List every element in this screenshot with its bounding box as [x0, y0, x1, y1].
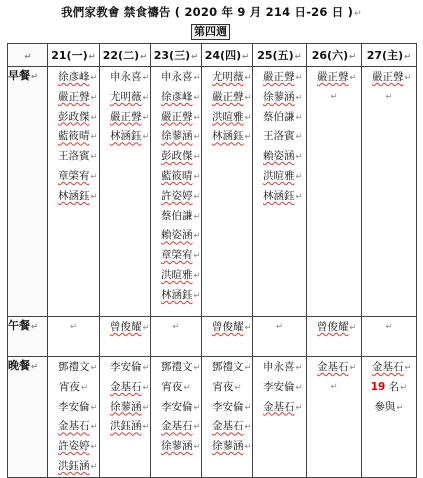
participant-name [202, 68, 252, 88]
paragraph-mark: ↵ [244, 442, 252, 453]
participant-name-text: 賴姿涵 [263, 150, 295, 163]
participant-name-text: 嚴正聲 [372, 71, 404, 83]
paragraph-mark: ↵ [142, 92, 150, 103]
paragraph-mark: ↵ [90, 132, 98, 143]
participant-name [100, 398, 150, 418]
participant-name [151, 398, 201, 418]
paragraph-mark: ↵ [400, 382, 408, 393]
participant-name-text: 金基石 [161, 420, 193, 433]
paragraph-mark: ↵ [90, 92, 98, 103]
schedule-cell [253, 357, 307, 478]
schedule-cell [100, 317, 151, 357]
day-header-label: 23(三) [153, 49, 191, 62]
participant-name-text: 蔡伯謙 [161, 209, 193, 222]
participant-name [100, 378, 150, 398]
participant-name-text: 林涵鈺 [161, 288, 193, 301]
paragraph-mark: ↵ [244, 132, 252, 143]
paragraph-mark: ↵ [295, 152, 303, 163]
participant-name-text: 洪暄雅 [263, 169, 295, 182]
schedule-cell [362, 357, 417, 478]
participant-name-text: 曾俊耀 [110, 321, 142, 333]
participant-name [253, 147, 306, 167]
paragraph-mark: ↵ [330, 381, 338, 392]
participant-name [48, 68, 99, 88]
day-header-label: 24(四) [204, 49, 242, 62]
paragraph-mark: ↵ [140, 52, 148, 62]
paragraph-mark: ↵ [193, 171, 201, 182]
day-header [100, 44, 151, 67]
participant-name-text: 徐蓼涵 [161, 130, 193, 143]
schedule-cell [151, 67, 202, 317]
paragraph-mark: ↵ [90, 363, 98, 373]
participant-name-text: 李安倫 [263, 380, 295, 393]
paragraph-mark: ↵ [31, 322, 39, 332]
participant-name [362, 398, 416, 418]
participant-name-text: 嚴正聲 [110, 110, 142, 123]
paragraph-mark: ↵ [142, 402, 150, 413]
participant-name-text: 彭政傑 [161, 150, 193, 163]
participant-name [151, 167, 201, 187]
participant-name [151, 108, 201, 128]
participant-name [48, 358, 99, 378]
participant-name-text: 鄧禮文 [58, 361, 90, 373]
paragraph-mark: ↵ [193, 152, 201, 163]
schedule-cell [202, 317, 253, 357]
paragraph-mark: ↵ [69, 322, 78, 332]
participant-name-text: 章棨宥 [161, 249, 193, 262]
participant-name [253, 167, 306, 187]
participant-name [151, 226, 201, 246]
participant-name [253, 187, 306, 207]
paragraph-mark: ↵ [244, 422, 252, 433]
participant-name [202, 378, 252, 398]
participant-name [100, 88, 150, 108]
participant-name-text: 藍筱晴 [161, 169, 193, 182]
day-header [307, 44, 362, 67]
week-label: 第四週 [191, 24, 230, 40]
participant-name-text: 章棨宥 [58, 169, 90, 182]
paragraph-mark: ↵ [234, 382, 242, 393]
participant-name [362, 358, 416, 378]
paragraph-mark: ↵ [88, 52, 96, 62]
participant-name [100, 127, 150, 147]
fasting-schedule-table [7, 43, 417, 478]
schedule-cell [362, 67, 417, 317]
paragraph-mark: ↵ [244, 73, 252, 83]
day-header [151, 44, 202, 67]
day-header [362, 44, 417, 67]
participant-name-text: 鄧禮文 [212, 361, 244, 373]
participant-name [202, 318, 252, 338]
participant-name [202, 88, 252, 108]
paragraph-mark: ↵ [349, 323, 357, 333]
participant-name-text: 林涵鈺 [263, 189, 295, 202]
participant-name [151, 286, 201, 306]
participant-name [48, 398, 99, 418]
paragraph-mark: ↵ [349, 363, 357, 373]
participant-name-text: 申永喜 [161, 71, 193, 83]
corner-cell [8, 44, 48, 67]
paragraph-mark: ↵ [193, 290, 201, 301]
participant-name-text: 賴姿涵 [161, 229, 193, 242]
paragraph-mark: ↵ [349, 73, 357, 83]
paragraph-mark: ↵ [193, 270, 201, 281]
paragraph-mark: ↵ [404, 52, 412, 62]
participant-name-text: 尤明薇 [212, 71, 244, 83]
meal-label-text: 午餐 [8, 319, 30, 332]
paragraph-mark: ↵ [295, 171, 303, 182]
paragraph-mark: ↵ [142, 323, 150, 333]
paragraph-mark: ↵ [385, 91, 393, 102]
participant-name-text: 曾俊耀 [317, 321, 349, 333]
participant-name [253, 108, 306, 128]
paragraph-mark: ↵ [244, 323, 252, 333]
meal-label [8, 357, 48, 478]
participant-name [253, 358, 306, 378]
schedule-cell [253, 317, 307, 357]
participant-name [48, 127, 99, 147]
participant-name-text: 徐蓼涵 [161, 440, 193, 453]
participant-name [48, 378, 99, 398]
paragraph-mark: ↵ [90, 73, 98, 83]
document-title [0, 4, 423, 20]
schedule-cell [48, 67, 100, 317]
participant-name-text: 金基石 [263, 400, 295, 413]
participant-name [100, 318, 150, 338]
paragraph-mark: ↵ [31, 72, 39, 82]
participant-name-text: 金基石 [110, 380, 142, 393]
schedule-cell [253, 67, 307, 317]
paragraph-mark: ↵ [193, 132, 201, 143]
participant-name-text: 許姿婷 [161, 189, 193, 202]
participant-name-text: 林涵鈺 [110, 130, 142, 143]
day-header-label: 26(六) [311, 49, 349, 62]
paragraph-mark: ↵ [172, 322, 180, 332]
paragraph-mark: ↵ [31, 362, 39, 372]
paragraph-mark: ↵ [396, 402, 404, 413]
participant-name [253, 68, 306, 88]
participant-name [48, 187, 99, 207]
participant-name [100, 68, 150, 88]
participant-name [202, 398, 252, 418]
paragraph-mark: ↵ [349, 52, 357, 62]
participant-name-text: 許姿婷 [58, 440, 90, 453]
participant-name [202, 437, 252, 457]
participant-name [151, 147, 201, 167]
participant-name-text: 宵夜 [161, 380, 183, 393]
paragraph-mark: ↵ [193, 73, 201, 83]
day-header [202, 44, 253, 67]
schedule-cell [151, 317, 202, 357]
participant-name-text: 金基石 [212, 420, 244, 433]
paragraph-mark: ↵ [275, 322, 284, 332]
participant-name [48, 437, 99, 457]
meal-row [8, 67, 417, 317]
participant-name-text: 宵夜 [212, 380, 234, 393]
paragraph-mark: ↵ [295, 132, 303, 143]
participant-name [253, 127, 306, 147]
paragraph-mark: ↵ [193, 442, 201, 453]
participant-name [48, 417, 99, 437]
participant-name [151, 266, 201, 286]
participant-name-text: 林涵鈺 [58, 189, 90, 202]
paragraph-mark: ↵ [295, 73, 303, 83]
paragraph-mark: ↵ [385, 322, 393, 332]
paragraph-mark: ↵ [90, 422, 98, 433]
paragraph-mark: ↵ [183, 382, 191, 393]
participant-name-text: 嚴正聲 [263, 71, 295, 83]
participant-name-text: 嚴正聲 [212, 90, 244, 103]
participant-name-text: 林涵鈺 [212, 130, 244, 143]
participant-name [253, 378, 306, 398]
participant-name [151, 417, 201, 437]
participant-name-text: 徐蓼涵 [263, 90, 295, 103]
paragraph-mark: ↵ [295, 92, 303, 103]
participant-name-text: 嚴正聲 [317, 71, 349, 83]
participant-name-text: 徐彥峰 [161, 90, 193, 103]
participant-name-text: 王洛賓 [58, 150, 90, 163]
participant-name [307, 318, 361, 338]
paragraph-mark: ↵ [244, 112, 252, 123]
participant-name [100, 358, 150, 378]
participant-name-text: 蔡伯謙 [263, 110, 295, 123]
participant-name [48, 108, 99, 128]
participant-count: 19 [370, 380, 386, 393]
day-header [253, 44, 307, 67]
participant-name [307, 358, 361, 378]
participant-name [48, 88, 99, 108]
participant-name-text: 申永喜 [263, 361, 295, 373]
participant-name [151, 246, 201, 266]
participant-name-text: 鄧禮文 [161, 361, 193, 373]
paragraph-mark: ↵ [354, 9, 362, 19]
meal-label-text: 晚餐 [8, 359, 30, 372]
participant-name-text: 李安倫 [58, 400, 90, 413]
schedule-cell [362, 317, 417, 357]
participant-name-text: 徐蓼涵 [110, 400, 142, 413]
schedule-cell [202, 67, 253, 317]
participant-name-text: 藍筱晴 [58, 130, 90, 143]
paragraph-mark: ↵ [294, 52, 302, 62]
participant-name-text: 洪暄雅 [212, 110, 244, 123]
day-header-label: 21(一) [51, 49, 88, 62]
meal-row [8, 357, 417, 478]
paragraph-mark: ↵ [193, 211, 201, 222]
paragraph-mark: ↵ [244, 402, 252, 413]
schedule-cell [307, 67, 362, 317]
participant-name-text: 徐彥峰 [58, 71, 90, 83]
participant-name-text: 洪暄雅 [161, 268, 193, 281]
paragraph-mark: ↵ [193, 402, 201, 413]
participant-name [151, 378, 201, 398]
participant-name [100, 417, 150, 437]
paragraph-mark: ↵ [295, 402, 303, 413]
paragraph-mark: ↵ [90, 171, 98, 182]
participant-name [151, 88, 201, 108]
participant-name [151, 187, 201, 207]
paragraph-mark: ↵ [244, 363, 252, 373]
participant-name-text: 洪鈺涵 [110, 420, 142, 433]
participant-name-text: 洪鈺涵 [58, 459, 90, 472]
day-header [48, 44, 100, 67]
meal-label-text: 早餐 [8, 69, 30, 82]
paragraph-mark: ↵ [24, 51, 32, 62]
paragraph-mark: ↵ [404, 363, 412, 373]
schedule-cell [307, 317, 362, 357]
participant-name [151, 127, 201, 147]
day-header-label: 22(二) [102, 49, 140, 62]
schedule-cell [151, 357, 202, 478]
day-header-label: 25(五) [257, 49, 294, 62]
participant-count-unit: 名 [385, 380, 400, 393]
participant-name-text: 嚴正聲 [58, 90, 90, 103]
participant-name [202, 108, 252, 128]
participant-name [253, 398, 306, 418]
participant-name-text: 金基石 [372, 361, 404, 373]
paragraph-mark: ↵ [191, 52, 199, 62]
participant-name [100, 108, 150, 128]
paragraph-mark: ↵ [295, 112, 303, 123]
table-body [8, 67, 417, 478]
paragraph-mark: ↵ [295, 382, 303, 393]
paragraph-mark: ↵ [193, 231, 201, 242]
schedule-cell [48, 357, 100, 478]
paragraph-mark: ↵ [142, 73, 150, 83]
paragraph-mark: ↵ [295, 191, 303, 202]
participant-name [151, 358, 201, 378]
title-text: 我們家教會 禁食禱告 ( 2020 年 9 月 214 日-26 日 ) [61, 5, 354, 19]
schedule-cell [100, 67, 151, 317]
participant-name [48, 167, 99, 187]
participant-name [48, 457, 99, 477]
participant-name-text: 彭政傑 [58, 110, 90, 123]
participant-name-text: 宵夜 [58, 380, 80, 393]
participant-name [307, 68, 361, 88]
participant-name [362, 68, 416, 88]
paragraph-mark: ↵ [193, 191, 201, 202]
header-row [8, 44, 417, 67]
participant-name [202, 358, 252, 378]
participant-name-text: 曾俊耀 [212, 321, 244, 333]
participant-name [253, 88, 306, 108]
schedule-cell [202, 357, 253, 478]
participant-name-text: 尤明薇 [110, 90, 142, 103]
paragraph-mark: ↵ [80, 382, 89, 393]
paragraph-mark: ↵ [142, 382, 150, 393]
schedule-cell [307, 357, 362, 478]
meal-row [8, 317, 417, 357]
participant-name-text: 徐蓼涵 [212, 440, 244, 453]
participant-name [151, 68, 201, 88]
participant-name [48, 147, 99, 167]
paragraph-mark: ↵ [142, 112, 150, 123]
paragraph-mark: ↵ [404, 73, 412, 83]
meal-label [8, 67, 48, 317]
paragraph-mark: ↵ [90, 191, 98, 202]
paragraph-mark: ↵ [330, 91, 338, 102]
meal-label [8, 317, 48, 357]
paragraph-mark: ↵ [242, 52, 250, 62]
paragraph-mark: ↵ [295, 363, 303, 373]
paragraph-mark: ↵ [193, 363, 201, 373]
paragraph-mark: ↵ [90, 152, 98, 163]
day-header-label: 27(主) [366, 49, 404, 62]
schedule-cell [48, 317, 100, 357]
participant-name [151, 207, 201, 227]
participant-name-text: 申永喜 [110, 71, 142, 83]
paragraph-mark: ↵ [90, 461, 98, 472]
paragraph-mark: ↵ [90, 112, 98, 123]
participant-name [151, 437, 201, 457]
paragraph-mark: ↵ [193, 422, 201, 433]
paragraph-mark: ↵ [193, 251, 201, 262]
paragraph-mark: ↵ [142, 363, 150, 373]
participant-name [202, 127, 252, 147]
paragraph-mark: ↵ [142, 422, 150, 433]
paragraph-mark: ↵ [244, 92, 252, 103]
participant-name-text: 參與 [374, 400, 396, 413]
participant-name-text: 金基石 [58, 420, 90, 433]
participant-name-text: 李安倫 [212, 400, 244, 413]
participant-name [362, 378, 416, 398]
participant-name-text: 李安倫 [161, 400, 193, 413]
paragraph-mark: ↵ [142, 132, 150, 143]
participant-name-text: 嚴正聲 [161, 110, 193, 123]
paragraph-mark: ↵ [90, 402, 98, 413]
participant-name-text: 李安倫 [110, 361, 142, 373]
paragraph-mark: ↵ [193, 112, 201, 123]
paragraph-mark: ↵ [193, 92, 201, 103]
paragraph-mark: ↵ [90, 442, 98, 453]
participant-name [202, 417, 252, 437]
participant-name-text: 王洛賓 [263, 130, 295, 143]
schedule-cell [100, 357, 151, 478]
participant-name-text: 金基石 [317, 361, 349, 373]
